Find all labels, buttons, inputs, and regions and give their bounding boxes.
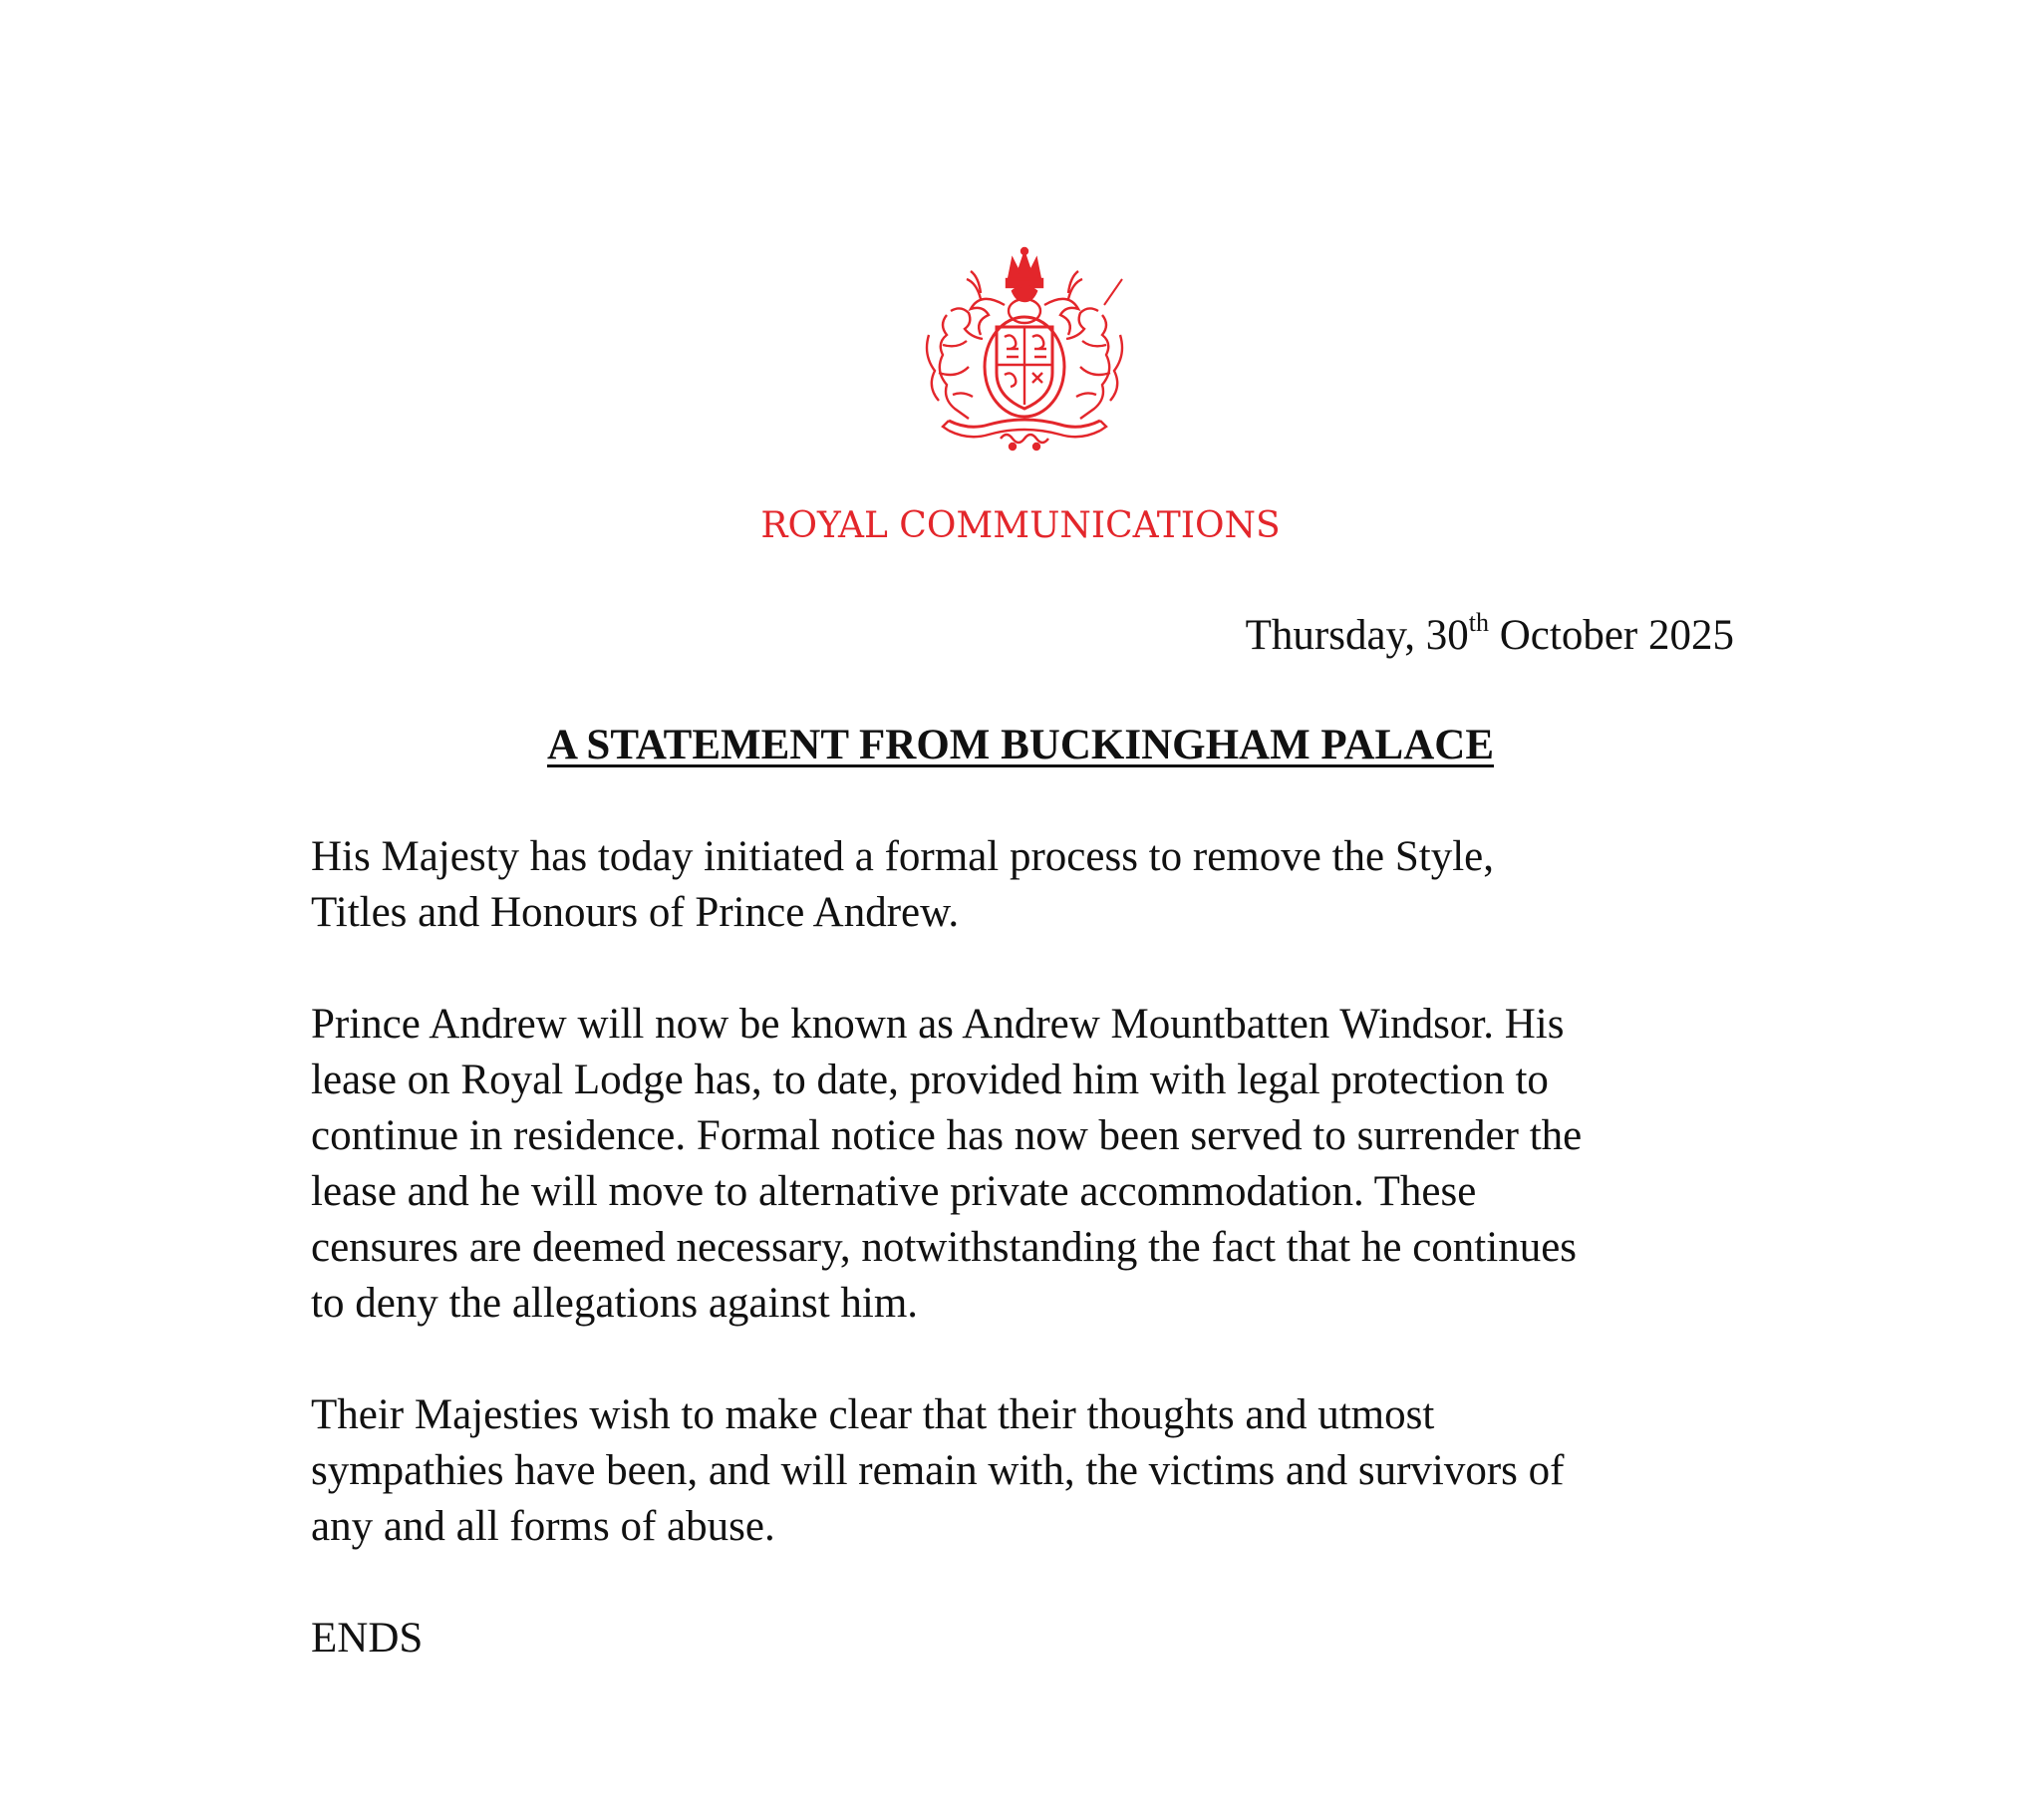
statement-headline: A STATEMENT FROM BUCKINGHAM PALACE [546, 722, 1495, 768]
text-line: His Majesty has today initiated a formal process to remove the Style, [311, 833, 1494, 880]
date-month-year: October 2025 [1489, 612, 1734, 659]
motto-scroll-icon [943, 420, 1106, 437]
paragraph [311, 829, 1766, 941]
office-name: ROYAL COMMUNICATIONS [760, 505, 1281, 546]
statement-date [1246, 610, 1734, 662]
text-line: continue in residence. Formal notice has now been served to surrender the [311, 1112, 1583, 1159]
closing-ends: ENDS [311, 1615, 424, 1662]
text-line: to deny the allegations against him. [311, 1280, 919, 1327]
crown-icon [1007, 248, 1042, 287]
text-line: lease on Royal Lodge has, to date, provided him with legal protection to [311, 1057, 1549, 1103]
text-line: sympathies have been, and will remain with, the victims and survivors of [311, 1447, 1565, 1494]
text-line: Their Majesties wish to make clear that their thoughts and utmost [311, 1391, 1435, 1438]
text-line: Titles and Honours of Prince Andrew. [311, 889, 960, 936]
text-line: lease and he will move to alternative private accommodation. These [311, 1168, 1477, 1215]
date-weekday-day: Thursday, 30 [1245, 612, 1469, 659]
text-line: any and all forms of abuse. [311, 1503, 775, 1550]
unicorn-supporter-icon [1066, 279, 1122, 419]
paragraph [311, 997, 1766, 1332]
text-line: Prince Andrew will now be known as Andrew Mountbatten Windsor. His [311, 1001, 1565, 1048]
royal-coat-of-arms-icon [909, 245, 1140, 455]
date-ordinal-suffix: th [1468, 608, 1489, 637]
shield-icon [997, 327, 1052, 409]
paragraph [311, 1387, 1766, 1555]
statement-body [311, 829, 1766, 1722]
lion-supporter-icon [927, 308, 983, 419]
text-line: censures are deemed necessary, notwithstanding the fact that he continues [311, 1224, 1578, 1271]
